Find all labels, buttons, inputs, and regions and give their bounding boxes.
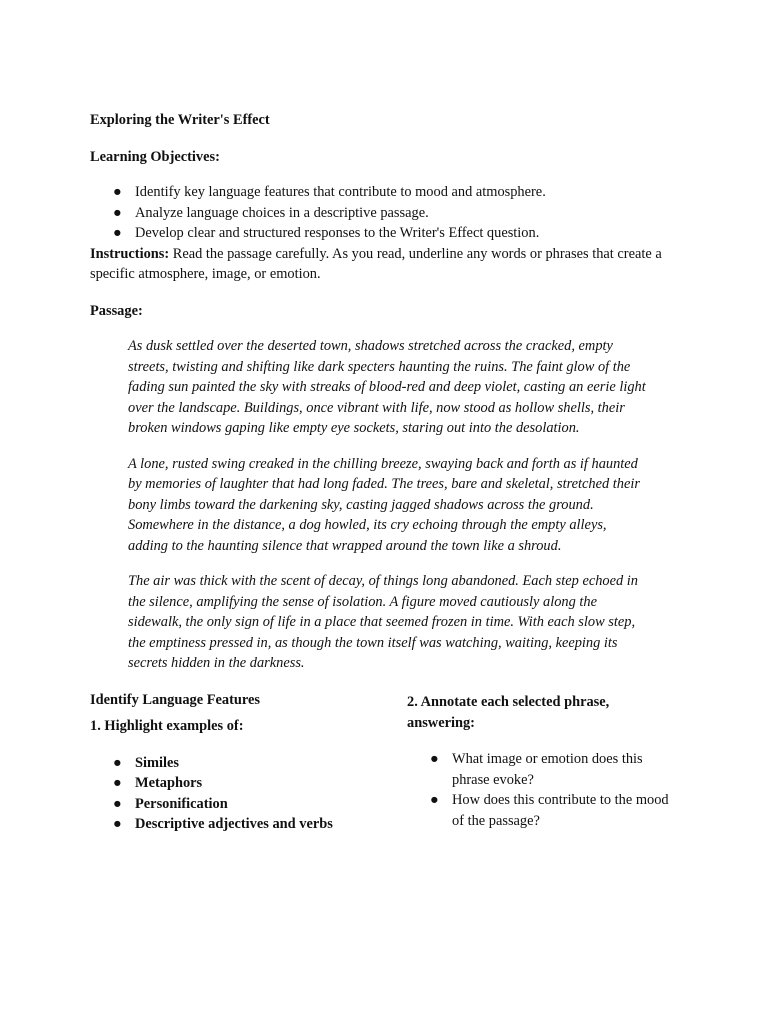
bullet-icon: ● [430, 751, 439, 767]
annotate-section [407, 692, 677, 831]
list-item [90, 773, 390, 794]
document-page [90, 110, 680, 870]
annotate-list [407, 749, 677, 831]
list-item [407, 749, 677, 790]
list-item [90, 794, 390, 815]
passage [128, 336, 648, 674]
objective-text: Identify key language features that contribute to mood and atmosphere. [135, 184, 546, 200]
document-title: Exploring the Writer's Effect [90, 112, 270, 128]
bullet-icon: ● [113, 816, 122, 832]
features-heading: Identify Language Features [90, 691, 261, 708]
bullet-icon: ● [113, 204, 122, 221]
annotate-heading: 2. Annotate each selected phrase, answering: [407, 694, 610, 731]
passage-paragraph: The air was thick with the scent of decay, of things long abandoned. Each step echoed in the silence, amplifying the sense of isolation. A figure moved cautiously along the sidewalk, the only sign of life in a place that seemed frozen in time. With each slow step, the emptiness pressed in, as though the town itself was watching, waiting, keeping its secrets hidden in the darkness. [128, 573, 638, 671]
highlight-item: Personification [135, 795, 228, 812]
bullet-icon: ● [113, 775, 122, 791]
highlight-heading: 1. Highlight examples of: [90, 718, 244, 734]
list-item [90, 814, 390, 835]
bullet-icon: ● [113, 795, 122, 812]
list-item [90, 182, 680, 203]
list-item [407, 790, 677, 831]
highlight-item: Descriptive adjectives and verbs [135, 816, 333, 832]
annotate-item: What image or emotion does this phrase evoke? [452, 751, 643, 788]
passage-paragraph: A lone, rusted swing creaked in the chilling breeze, swaying back and forth as if haunted by memories of laughter that had long faded. The trees, bare and skeletal, stretched their bony limbs toward the darkening sky, casting jagged shadows across the ground. Somewhere in the distance, a dog howled, its cry echoing through the empty alleys, adding to the haunting silence that wrapped around the town like a shroud. [128, 455, 640, 554]
highlight-item: Metaphors [135, 775, 203, 791]
list-item [90, 203, 680, 224]
highlight-list [90, 753, 390, 835]
list-item [90, 753, 390, 774]
instructions-label: Instructions: [90, 245, 170, 262]
instructions-text: Read the passage carefully. As you read, underline any words or phrases that create a specific atmosphere, image, or emotion. [90, 245, 662, 282]
bullet-icon: ● [430, 792, 439, 808]
bullet-icon: ● [113, 754, 122, 771]
objectives-list [90, 182, 680, 244]
passage-heading: Passage: [90, 302, 143, 319]
list-item [90, 223, 680, 244]
passage-paragraph: As dusk settled over the deserted town, shadows stretched across the cracked, empty streets, twisting and shifting like dark specters haunting the ruins. The faint glow of the fading sun painted the sky with streaks of blood-red and deep violet, casting an eerie light over the landscape. Buildings, once vibrant with life, now stood as hollow shells, their broken windows gaping like empty eye sockets, staring out into the desolation. [128, 338, 646, 436]
objective-text: Develop clear and structured responses to the Writer's Effect question. [135, 225, 540, 241]
highlight-section [90, 716, 390, 835]
bullet-icon: ● [113, 225, 122, 241]
bullet-icon: ● [113, 184, 122, 200]
highlight-item: Similes [135, 754, 179, 771]
instructions [90, 244, 680, 285]
annotate-item: How does this contribute to the mood of the passage? [452, 792, 669, 829]
objectives-heading: Learning Objectives: [90, 148, 220, 165]
objective-text: Analyze language choices in a descriptive passage. [135, 204, 429, 221]
